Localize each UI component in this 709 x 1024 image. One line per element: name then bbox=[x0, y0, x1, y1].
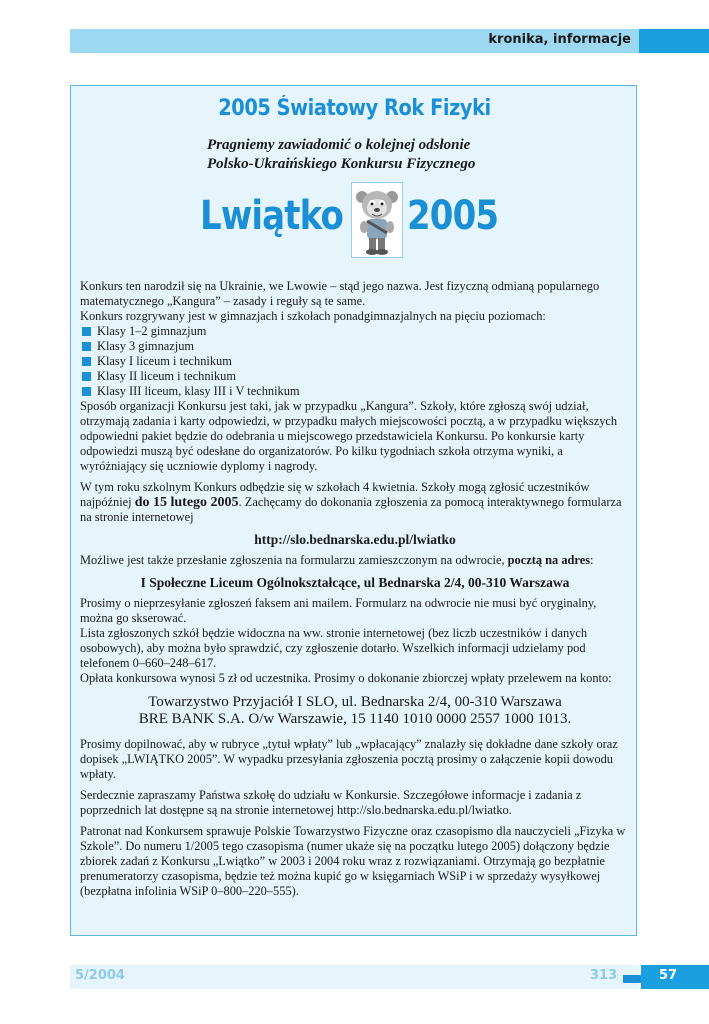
subtitle bbox=[207, 136, 607, 174]
square-bullet-icon bbox=[82, 327, 91, 336]
bank-line-2: BRE BANK S.A. O/w Warszawie, 15 1140 1010 0000 2557 1000 1013. bbox=[138, 711, 572, 727]
logo-word-lwiatko: Lwiątko bbox=[200, 193, 344, 239]
notes-paragraph: Prosimy o nieprzesyłanie zgłoszeń faksem ani mailem. Formularz na odwrocie nie musi być oryginalny, można go skserować. bbox=[80, 596, 597, 625]
footer-bar bbox=[70, 965, 639, 989]
bank-details bbox=[80, 694, 630, 728]
logo-word-year: 2005 bbox=[407, 193, 499, 239]
square-bullet-icon bbox=[82, 357, 91, 366]
deadline: do 15 lutego 2005 bbox=[134, 495, 239, 510]
organization-paragraph: Sposób organizacji Konkursu jest taki, jak w przypadku „Kangura”. Szkoły, które zgłoszą swój udział, otrzymają zadania i karty odpowiedzi, w przypadku małych miejscowości pocztą, a w przypadku większych odpowiedni pakiet będzie do odebrania u miejscowego przedstawiciela Konkursu. Po konkursie karty odpowiedzi muszą być odesłane do organizatorów. Po kilku tygodniach szkoła otrzyma wyniki, a wyróżniający się uczniowie dyplomy i nagrody. bbox=[80, 399, 618, 473]
lion-cub-mascot-icon bbox=[351, 182, 403, 258]
fee-paragraph: Opłata konkursowa wynosi 5 zł od uczestnika. Prosimy o dokonanie zbiorczej wpłaty przelewem na konto: bbox=[80, 671, 612, 685]
subtitle-line-1: Pragniemy zawiadomić o kolejnej odsłonie bbox=[207, 137, 471, 153]
intro-paragraph-2: Konkurs rozgrywany jest w gimnazjach i szkołach ponadgimnazjalnych na pięciu poziomach: bbox=[80, 309, 546, 323]
page-number: 57 bbox=[659, 968, 678, 983]
school-address: I Społeczne Liceum Ogólnokształcące, ul Bednarska 2/4, 00-310 Warszawa bbox=[140, 575, 570, 590]
section-label: kronika, informacje bbox=[488, 32, 631, 47]
header-bar bbox=[70, 29, 639, 53]
intro-paragraph-1: Konkurs ten narodził się na Ukrainie, we Lwowie – stąd jego nazwa. Jest fizyczną odmianą popularnego matematycznego „Kangura” – zasady i reguły są te same. bbox=[80, 279, 600, 308]
website-link[interactable]: http://slo.bednarska.edu.pl/lwiatko bbox=[254, 532, 456, 547]
payment-note-paragraph: Prosimy dopilnować, aby w rubryce „tytuł wpłaty” lub „wpłacający” znalazły się dokładne dane szkoły oraz dopisek „LWIĄTKO 2005”. W wypadku przesyłania zgłoszenia pocztą prosimy o załączenie kopii dowodu wpłaty. bbox=[80, 737, 618, 781]
date-paragraph: W tym roku szkolnym Konkurs odbędzie się w szkołach 4 kwietnia. Szkoły mogą zgłosić uczestników najpóźniej do 15 lutego 2005. Zachęcamy do dokonania zgłoszenia za pomocą interaktywnego formularza na stronie internetowej bbox=[80, 480, 622, 524]
levels-list bbox=[80, 324, 630, 399]
footer-dash bbox=[623, 975, 641, 983]
square-bullet-icon bbox=[82, 342, 91, 351]
bank-line-1: Towarzystwo Przyjaciół I SLO, ul. Bednarska 2/4, 00-310 Warszawa bbox=[148, 694, 562, 710]
invitation-paragraph: Serdecznie zapraszamy Państwa szkołę do udziału w Konkursie. Szczegółowe informacje i zadania z poprzednich lat dostępne są na stronie internetowej http://slo.bednarska.edu.pl/lwiatko. bbox=[80, 788, 582, 817]
header-accent bbox=[639, 29, 709, 53]
patronage-paragraph: Patronat nad Konkursem sprawuje Polskie Towarzystwo Fizyczne oraz czasopismo dla nauczycieli „Fizyka w Szkole”. Do numeru 1/2005 tego czasopisma (numer ukaże się na początku lutego 2005) dołączony będzie zbiorek zadań z Konkursu „Lwiątko” w 2003 i 2004 roku wraz z rozwiązaniami. Otrzymają go bezpłatnie prenumeratorzy czasopisma, będzie też można kupić go w księgarniach WSiP i w sprzedaży wysyłkowej (bezpłatna infolinia WSiP 0–800–220–555). bbox=[80, 824, 626, 898]
square-bullet-icon bbox=[82, 387, 91, 396]
list-info-paragraph: Lista zgłoszonych szkół będzie widoczna na ww. stronie internetowej (bez liczb uczestników i danych osobowych), aby można było sprawdzić, czy zgłoszenie dotarło. Wszelkich informacji udzielamy pod telefonem 0–660–248–617. bbox=[80, 626, 588, 670]
mail-paragraph: Możliwe jest także przesłanie zgłoszenia na formularzu zamieszczonym na odwrocie, pocztą na adres: bbox=[80, 553, 594, 567]
subtitle-line-2: Polsko-Ukraińskiego Konkursu Fizycznego bbox=[207, 156, 476, 172]
square-bullet-icon bbox=[82, 372, 91, 381]
list-item: Klasy III liceum, klasy III i V technikum bbox=[80, 384, 630, 399]
issue-number: 5/2004 bbox=[75, 968, 125, 983]
journal-number: 313 bbox=[590, 968, 618, 983]
announcement-body bbox=[80, 279, 630, 899]
list-item: Klasy 1–2 gimnazjum bbox=[80, 324, 630, 339]
page-title: 2005 Światowy Rok Fizyki bbox=[218, 96, 491, 121]
list-item: Klasy 3 gimnazjum bbox=[80, 339, 630, 354]
list-item: Klasy I liceum i technikum bbox=[80, 354, 630, 369]
list-item: Klasy II liceum i technikum bbox=[80, 369, 630, 384]
